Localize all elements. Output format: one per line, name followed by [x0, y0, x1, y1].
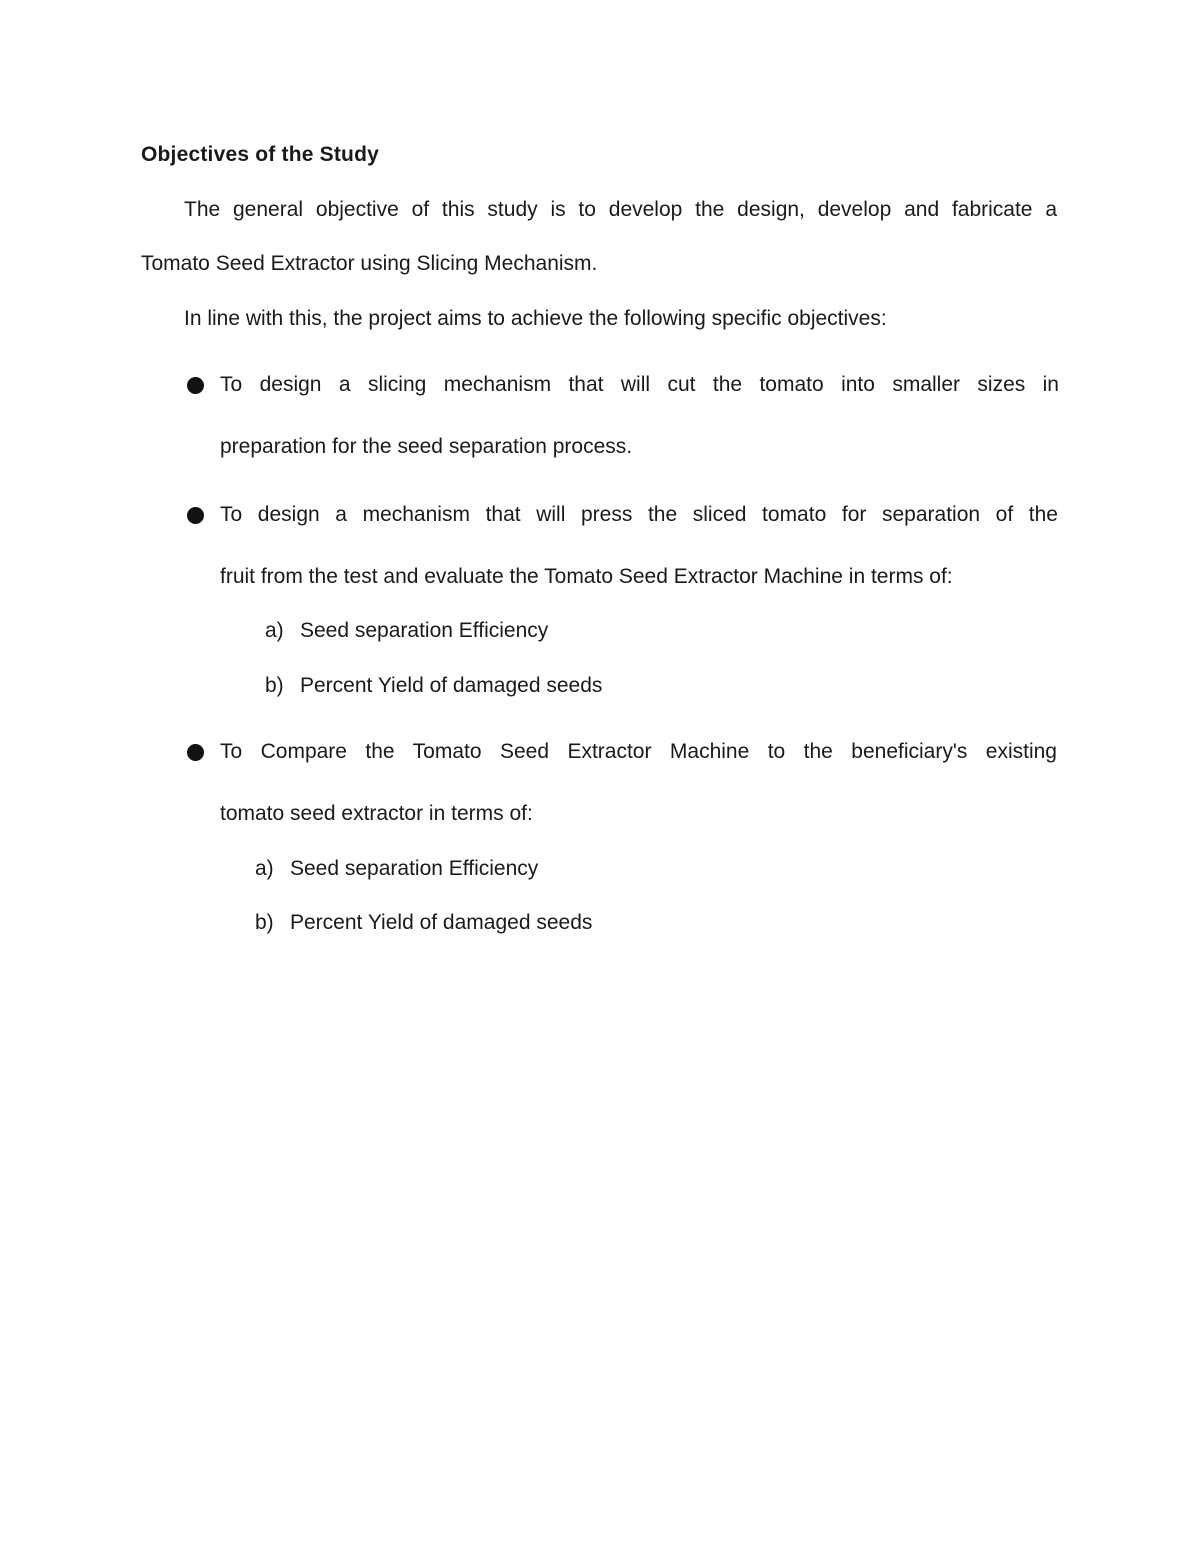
general-objective-line-2: Tomato Seed Extractor using Slicing Mechanism. [141, 252, 598, 275]
objective-3-sub-b-marker: b) [255, 911, 274, 934]
bullet-icon [187, 507, 204, 524]
objective-3-sub-b-text: Percent Yield of damaged seeds [290, 911, 593, 934]
objective-2-sub-a-text: Seed separation Efficiency [300, 619, 549, 642]
specific-objectives-intro: In line with this, the project aims to achieve the following specific objectives: [184, 307, 887, 330]
bullet-icon [187, 377, 204, 394]
objective-2-sub-b-text: Percent Yield of damaged seeds [300, 674, 603, 697]
objective-3-line-2: tomato seed extractor in terms of: [220, 802, 533, 825]
objective-3-sub-a-marker: a) [255, 857, 274, 880]
objective-1-line-1: To design a slicing mechanism that will cut the tomato into smaller sizes in [220, 373, 1059, 396]
objective-3-line-1: To Compare the Tomato Seed Extractor Machine to the beneficiary's existing [220, 740, 1057, 763]
objective-2-line-1: To design a mechanism that will press the sliced tomato for separation of the [220, 503, 1058, 526]
section-heading: Objectives of the Study [141, 143, 379, 166]
general-objective-line-1: The general objective of this study is to develop the design, develop and fabricate a [184, 198, 1057, 221]
objective-2-sub-b-marker: b) [265, 674, 284, 697]
bullet-icon [187, 744, 204, 761]
objective-1-line-2: preparation for the seed separation process. [220, 435, 633, 458]
objective-2-sub-a-marker: a) [265, 619, 284, 642]
objective-2-line-2: fruit from the test and evaluate the Tomato Seed Extractor Machine in terms of: [220, 565, 953, 588]
objective-3-sub-a-text: Seed separation Efficiency [290, 857, 539, 880]
